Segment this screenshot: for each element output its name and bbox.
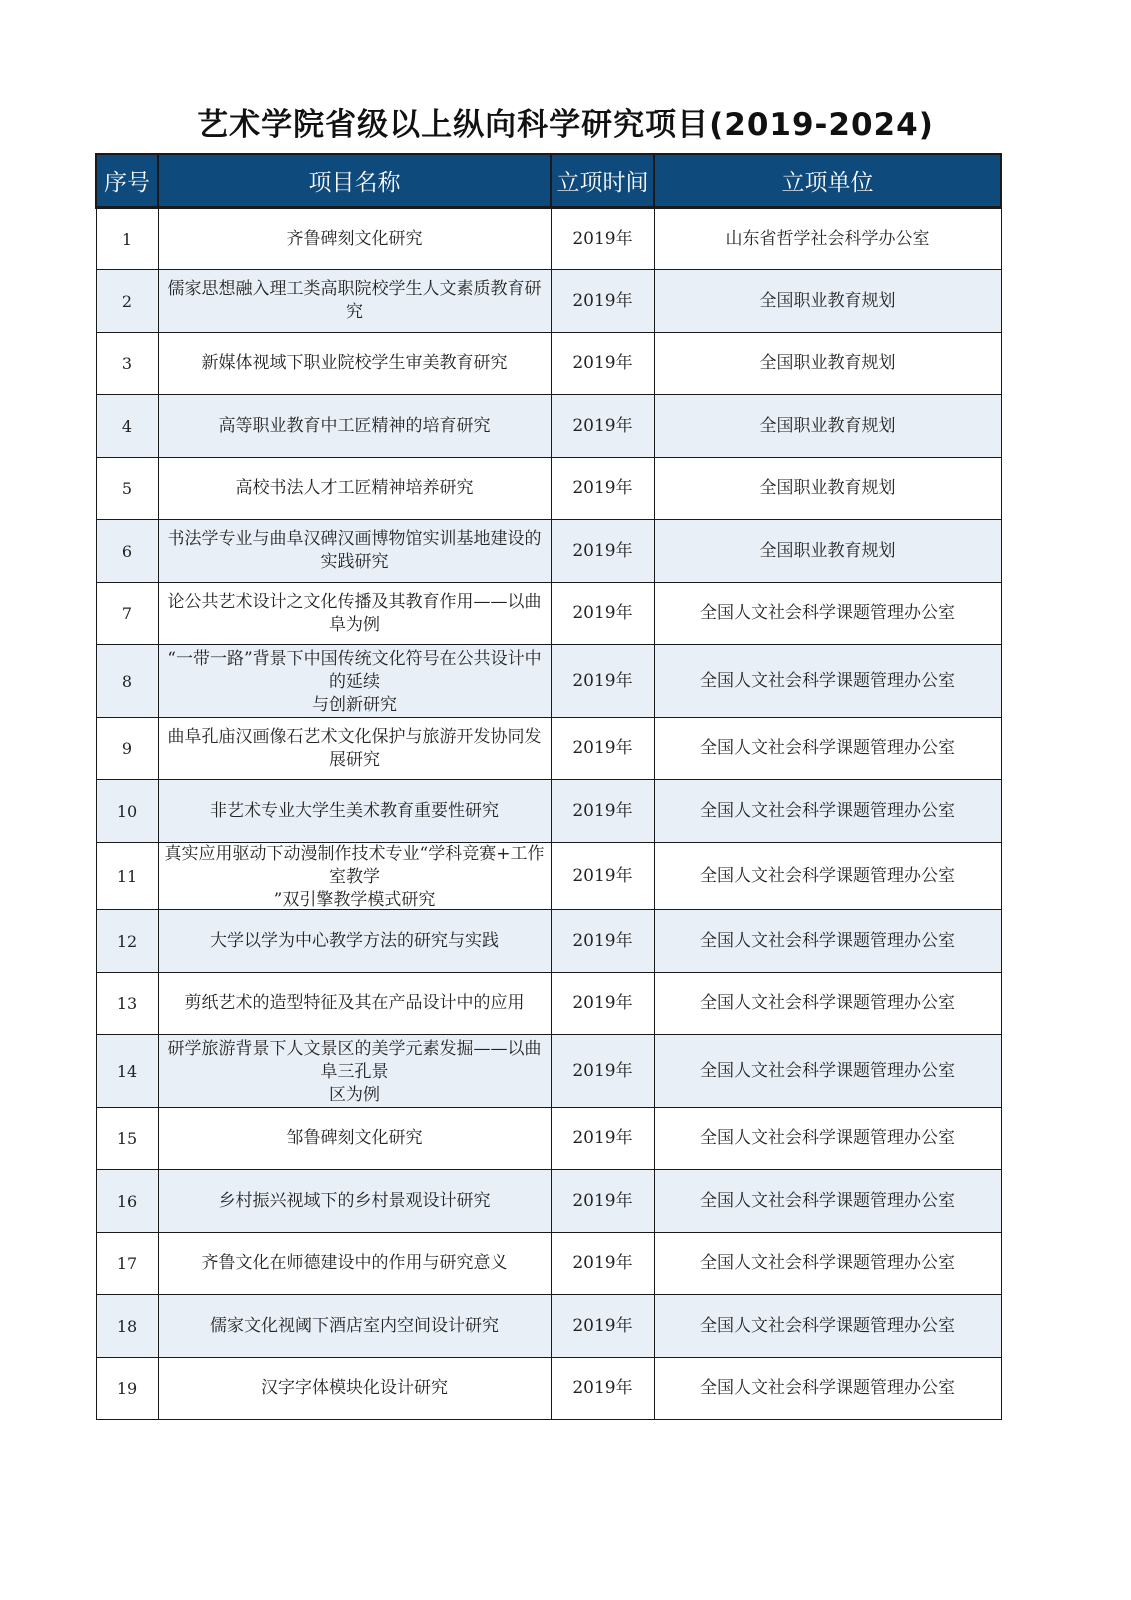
table-row [96,208,1001,270]
cell-approval-unit-text: 全国人文社会科学课题管理办公室 [700,1128,955,1148]
cell-project-name [158,1358,551,1420]
cell-approval-time-text: 2019年 [572,1378,633,1398]
cell-approval-time-text: 2019年 [572,540,633,561]
cell-approval-unit [654,458,1001,520]
cell-approval-unit [654,1295,1001,1358]
column-header-project-name: 项目名称 [158,154,551,208]
cell-approval-time [551,645,654,718]
cell-approval-time-text: 2019年 [572,1128,633,1148]
cell-number-text: 19 [116,1379,138,1398]
cell-number [96,973,158,1035]
cell-approval-unit-text: 全国人文社会科学课题管理办公室 [700,930,955,951]
table-row [96,458,1001,520]
cell-number-text: 2 [121,291,133,311]
table-row [96,1233,1001,1295]
cell-project-name [158,843,551,910]
table-row [96,910,1001,973]
cell-number-text: 7 [121,604,133,623]
cell-number-text: 3 [121,354,133,373]
cell-project-name [158,1035,551,1108]
cell-approval-time [551,1108,654,1170]
cell-project-name-text: 邹鲁碑刻文化研究 [286,1128,423,1148]
cell-number [96,718,158,780]
cell-project-name [158,458,551,520]
cell-project-name-text: 高等职业教育中工匠精神的培育研究 [218,415,491,436]
cell-approval-time [551,333,654,395]
cell-approval-unit [654,1108,1001,1170]
cell-approval-time [551,1233,654,1295]
cell-approval-time-text: 2019年 [572,800,633,821]
cell-approval-unit-text: 全国职业教育规划 [759,540,896,561]
cell-project-name [158,208,551,270]
cell-approval-time-text: 2019年 [572,993,633,1013]
cell-project-name-text: 高校书法人才工匠精神培养研究 [235,478,474,498]
cell-approval-time-text: 2019年 [572,1315,633,1336]
cell-approval-unit-text: 全国职业教育规划 [759,415,896,436]
cell-number-text: 8 [121,671,133,691]
cell-project-name-text: 剪纸艺术的造型特征及其在产品设计中的应用 [184,993,525,1013]
cell-number-text: 10 [116,801,138,821]
cell-project-name [158,1170,551,1233]
cell-approval-time-text: 2019年 [572,1060,633,1081]
cell-approval-unit-text: 全国人文社会科学课题管理办公室 [700,865,955,886]
cell-approval-time-text: 2019年 [572,930,633,951]
cell-approval-time-text: 2019年 [572,290,633,311]
cell-approval-unit-text: 全国人文社会科学课题管理办公室 [700,1315,955,1336]
table-row [96,1295,1001,1358]
cell-project-name-text: 儒家文化视阈下酒店室内空间设计研究 [210,1315,499,1336]
cell-number [96,520,158,583]
cell-approval-time [551,395,654,458]
cell-number [96,645,158,718]
cell-number-text: 15 [116,1129,138,1148]
cell-approval-unit [654,395,1001,458]
cell-approval-unit-text: 全国职业教育规划 [759,290,896,311]
page-title: 艺术学院省级以上纵向科学研究项目(2019-2024) [197,107,934,143]
cell-project-name [158,1233,551,1295]
cell-project-name [158,718,551,780]
cell-project-name [158,270,551,333]
column-header-number: 序号 [96,154,158,208]
cell-number [96,208,158,270]
cell-number-text: 5 [121,479,133,498]
cell-project-name-text: 论公共艺术设计之文化传播及其教育作用——以曲阜为例 [167,591,542,635]
cell-approval-unit [654,1035,1001,1108]
cell-approval-unit-text: 全国人文社会科学课题管理办公室 [700,1060,955,1081]
projects-table [95,153,1002,1420]
cell-number [96,1233,158,1295]
cell-approval-unit-text: 全国人文社会科学课题管理办公室 [700,1378,955,1398]
column-header-approval-unit: 立项单位 [654,154,1001,208]
cell-approval-unit [654,1233,1001,1295]
cell-project-name-text: 真实应用驱动下动漫制作技术专业“学科竞赛+工作室教学 ”双引擎教学模式研究 [164,844,545,909]
table-row [96,718,1001,780]
cell-approval-unit [654,910,1001,973]
cell-number [96,1170,158,1233]
cell-approval-unit [654,780,1001,843]
cell-approval-time [551,843,654,910]
cell-number-text: 11 [116,866,138,886]
cell-project-name [158,780,551,843]
cell-approval-time [551,208,654,270]
cell-project-name [158,333,551,395]
cell-approval-unit-text: 全国人文社会科学课题管理办公室 [700,993,955,1013]
cell-project-name-text: 齐鲁文化在师德建设中的作用与研究意义 [201,1253,508,1273]
table-row [96,395,1001,458]
cell-number [96,1358,158,1420]
cell-project-name [158,910,551,973]
cell-approval-time-text: 2019年 [572,478,633,498]
cell-project-name [158,395,551,458]
cell-approval-time [551,973,654,1035]
cell-approval-unit-text: 全国职业教育规划 [759,353,896,373]
cell-approval-time [551,458,654,520]
table-row [96,1035,1001,1108]
cell-approval-time-text: 2019年 [572,1190,633,1211]
cell-number [96,1108,158,1170]
cell-project-name-text: 非艺术专业大学生美术教育重要性研究 [210,800,499,821]
cell-number [96,1295,158,1358]
table-row [96,520,1001,583]
cell-approval-unit [654,843,1001,910]
cell-number [96,270,158,333]
cell-approval-unit [654,208,1001,270]
cell-approval-time [551,1035,654,1108]
cell-number [96,333,158,395]
cell-number-text: 14 [116,1061,138,1081]
cell-project-name [158,1108,551,1170]
cell-approval-time [551,583,654,645]
cell-project-name-text: 齐鲁碑刻文化研究 [286,228,423,249]
cell-project-name [158,645,551,718]
table-row [96,843,1001,910]
cell-project-name-text: 书法学专业与曲阜汉碑汉画博物馆实训基地建设的实践研究 [167,529,542,572]
table-row [96,1170,1001,1233]
cell-project-name-text: 乡村振兴视域下的乡村景观设计研究 [218,1190,491,1211]
cell-project-name [158,1295,551,1358]
cell-number [96,1035,158,1108]
cell-approval-time-text: 2019年 [572,415,633,436]
cell-approval-unit-text: 全国人文社会科学课题管理办公室 [700,603,955,623]
cell-number [96,458,158,520]
table-row [96,973,1001,1035]
cell-approval-unit-text: 山东省哲学社会科学办公室 [725,228,930,249]
cell-approval-time [551,1170,654,1233]
cell-number-text: 1 [121,229,133,249]
cell-approval-unit [654,333,1001,395]
table-row [96,1108,1001,1170]
table-row [96,645,1001,718]
cell-approval-time [551,718,654,780]
cell-project-name-text: 儒家思想融入理工类高职院校学生人文素质教育研究 [167,279,542,322]
cell-approval-unit-text: 全国人文社会科学课题管理办公室 [700,1253,955,1273]
cell-approval-time-text: 2019年 [572,353,633,373]
table-header-row [96,154,1001,208]
cell-number-text: 6 [121,541,133,561]
cell-approval-unit [654,718,1001,780]
cell-project-name-text: 研学旅游背景下人文景区的美学元素发掘——以曲阜三孔景 区为例 [167,1039,542,1104]
cell-approval-unit-text: 全国人文社会科学课题管理办公室 [700,1190,955,1211]
table-row [96,583,1001,645]
cell-approval-time [551,780,654,843]
cell-approval-unit [654,973,1001,1035]
cell-number-text: 16 [116,1191,138,1211]
cell-approval-unit [654,520,1001,583]
cell-approval-time-text: 2019年 [572,670,633,691]
cell-number [96,780,158,843]
cell-project-name-text: 汉字字体模块化设计研究 [261,1378,448,1398]
table-row [96,333,1001,395]
cell-number-text: 9 [121,739,133,758]
cell-approval-unit-text: 全国人文社会科学课题管理办公室 [700,800,955,821]
cell-number-text: 18 [116,1316,138,1336]
table-row [96,1358,1001,1420]
cell-number-text: 12 [116,931,138,951]
cell-approval-unit [654,270,1001,333]
cell-approval-time [551,1358,654,1420]
cell-project-name-text: 大学以学为中心教学方法的研究与实践 [210,930,499,951]
cell-approval-time-text: 2019年 [572,1253,633,1273]
cell-approval-unit [654,1358,1001,1420]
cell-project-name [158,520,551,583]
cell-number [96,395,158,458]
cell-approval-time [551,270,654,333]
column-header-approval-time: 立项时间 [551,154,654,208]
cell-number [96,910,158,973]
cell-approval-time-text: 2019年 [572,228,633,249]
cell-number-text: 13 [116,994,138,1013]
cell-approval-unit-text: 全国人文社会科学课题管理办公室 [700,670,955,691]
cell-number-text: 17 [116,1254,138,1273]
cell-approval-time [551,1295,654,1358]
cell-approval-time-text: 2019年 [572,603,633,623]
table-body [96,208,1001,1420]
cell-approval-unit [654,645,1001,718]
cell-approval-time-text: 2019年 [572,865,633,886]
cell-project-name-text: 曲阜孔庙汉画像石艺术文化保护与旅游开发协同发展研究 [167,726,542,770]
cell-approval-unit [654,583,1001,645]
cell-project-name [158,583,551,645]
cell-approval-unit [654,1170,1001,1233]
table-row [96,780,1001,843]
cell-number-text: 4 [121,416,133,436]
cell-project-name [158,973,551,1035]
cell-project-name-text: “一带一路”背景下中国传统文化符号在公共设计中的延续 与创新研究 [167,649,542,714]
cell-approval-unit-text: 全国人文社会科学课题管理办公室 [700,738,955,758]
cell-project-name-text: 新媒体视域下职业院校学生审美教育研究 [201,353,508,373]
cell-number [96,843,158,910]
cell-approval-time [551,520,654,583]
table-row [96,270,1001,333]
cell-number [96,583,158,645]
cell-approval-unit-text: 全国职业教育规划 [759,478,896,498]
cell-approval-time-text: 2019年 [572,738,633,758]
cell-approval-time [551,910,654,973]
